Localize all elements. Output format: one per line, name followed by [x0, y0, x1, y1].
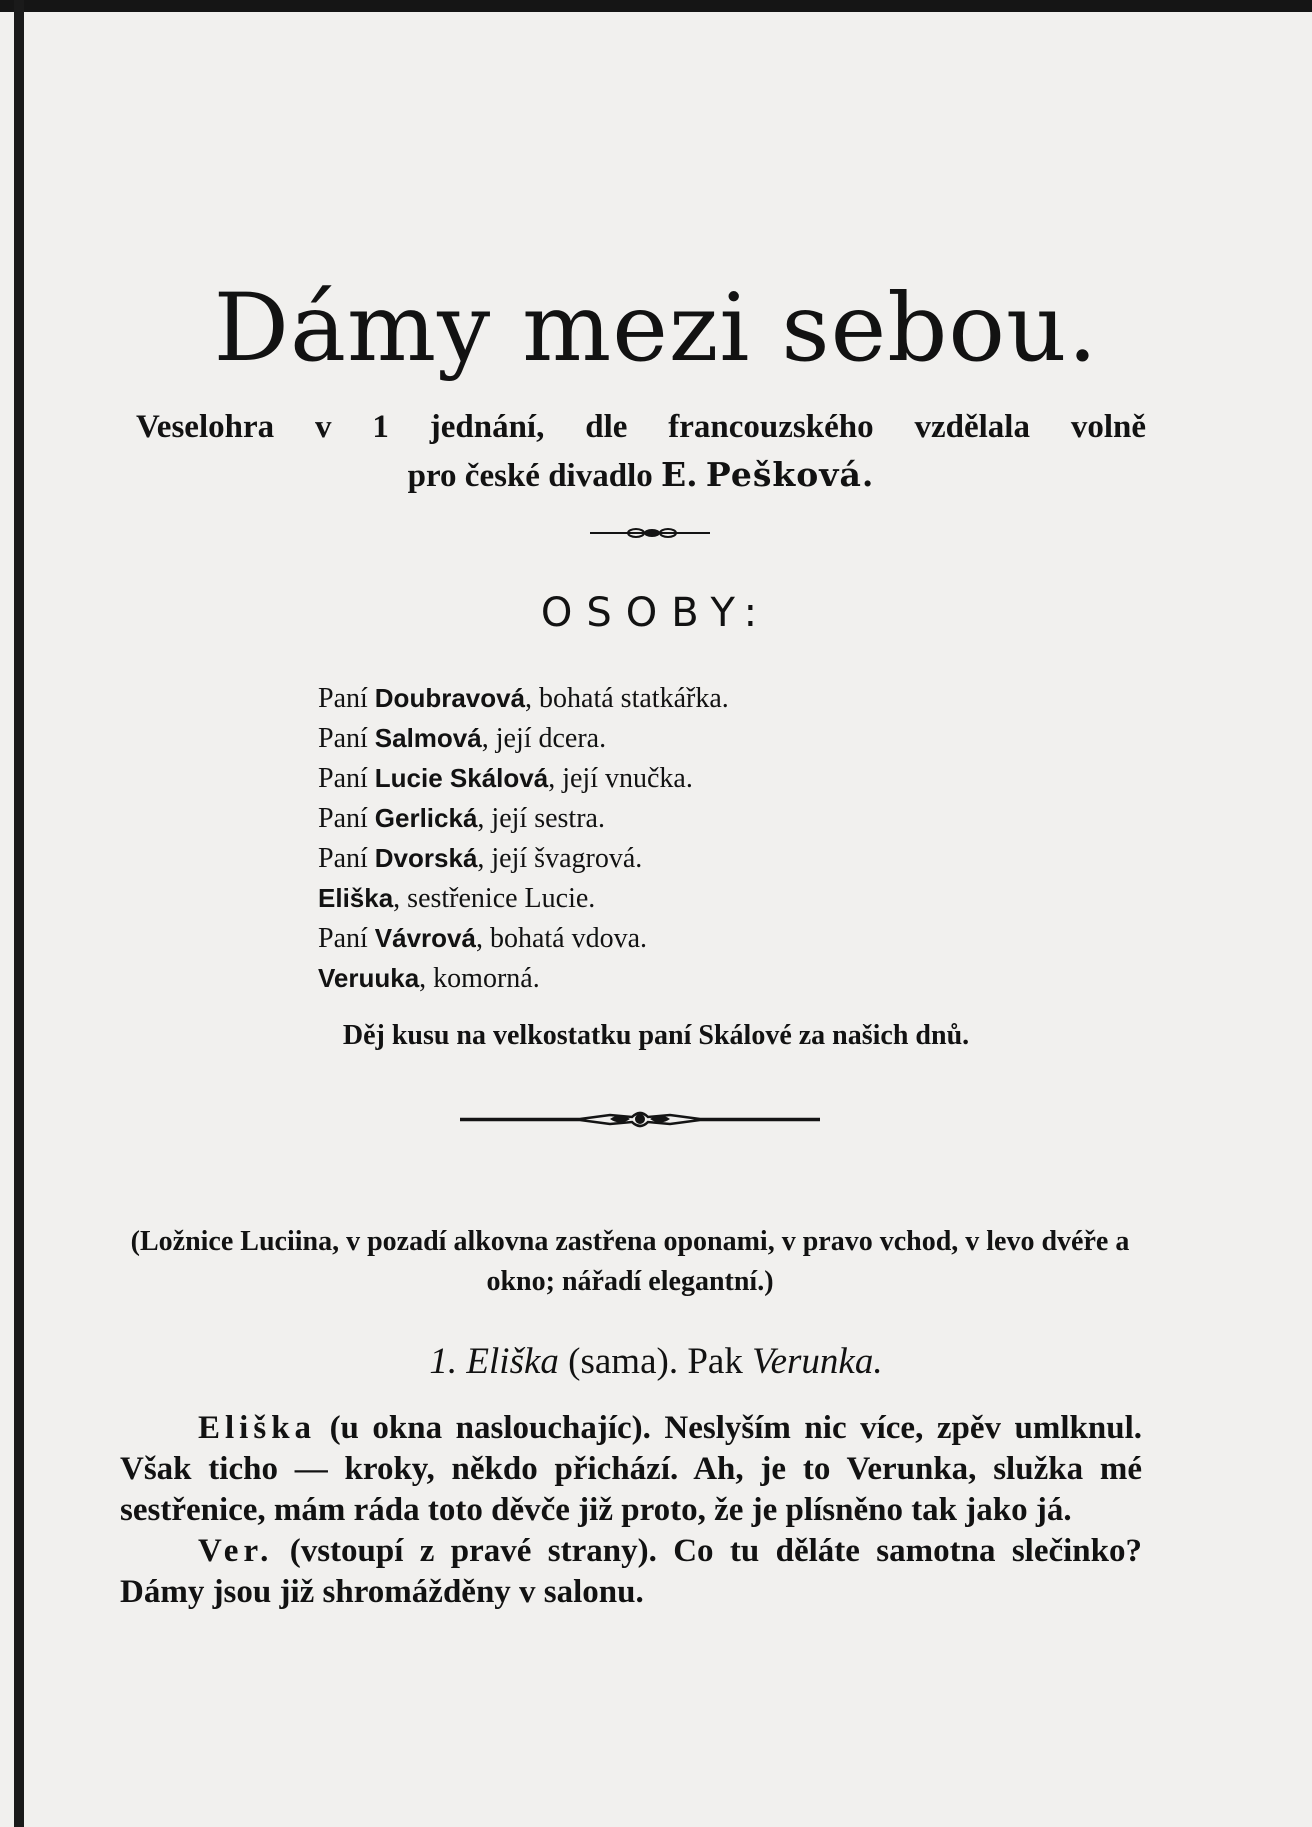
person-name: Dvorská [374, 843, 478, 873]
list-item: Paní Dvorská, její švagrová. [318, 843, 643, 874]
ornament-divider [460, 1106, 820, 1132]
scene-second-character: Verunka. [752, 1341, 883, 1382]
author-initial: E. [661, 455, 698, 494]
author-name: Pešková. [705, 455, 875, 494]
list-item: Paní Vávrová, bohatá vdova. [318, 923, 648, 954]
subtitle-line-2 [136, 451, 1146, 500]
dialogue-line [120, 1408, 1142, 1531]
speech: (u okna naslouchajíc). Neslyším nic více, zpěv umlknul. Však ticho — kroky, někdo přichází. Ah, je to Verunka, služka mé sestřenice, mám ráda toto děvče již proto, že je plísněno tak jako já. [120, 1410, 1142, 1528]
persons-list [318, 678, 729, 998]
scene-middle: (sama). Pak [568, 1341, 743, 1382]
person-name: Veruuka [318, 963, 420, 993]
person-name: Doubravová [374, 683, 526, 713]
ornament-small [590, 526, 710, 540]
persons-heading: OSOBY: [540, 590, 772, 636]
subtitle-prefix: pro české divadlo [407, 458, 653, 494]
play-title: Dámy mezi sebou. [213, 274, 1099, 383]
play-subtitle [136, 403, 1146, 500]
list-item: Paní Gerlická, její sestra. [318, 803, 605, 834]
speaker: Ver. [198, 1533, 274, 1569]
speaker: Eliška [198, 1410, 317, 1446]
scene-character: Eliška [466, 1341, 559, 1382]
list-item: Paní Lucie Skálová, její vnučka. [318, 763, 693, 794]
person-name: Vávrová [374, 923, 476, 953]
person-name: Lucie Skálová [374, 763, 549, 793]
book-spine-shadow [14, 0, 24, 1827]
page-top-edge [0, 0, 1312, 12]
list-item: Eliška, sestřenice Lucie. [318, 883, 596, 914]
scene-number: 1. [429, 1341, 458, 1382]
subtitle-line-1: Veselohra v 1 jednání, dle francouzského vzdělala volně [136, 409, 1146, 445]
setting-note: Děj kusu na velkostatku paní Skálové za našich dnů. [342, 1020, 970, 1051]
person-name: Eliška [318, 883, 394, 913]
list-item: Paní Salmová, její dcera. [318, 723, 607, 754]
person-name: Salmová [374, 723, 482, 753]
dialogue [120, 1408, 1142, 1613]
scene-heading [0, 1340, 1312, 1383]
speech: (vstoupí z pravé strany). Co tu děláte samotna slečinko? Dámy jsou již shromážděny v salonu. [120, 1533, 1142, 1610]
dialogue-line [120, 1531, 1142, 1613]
list-item: Paní Doubravová, bohatá statkářka. [318, 683, 729, 714]
person-name: Gerlická [374, 803, 478, 833]
list-item: Veruuka, komorná. [318, 963, 540, 994]
stage-direction: (Ložnice Luciina, v pozadí alkovna zastřena oponami, v pravo vchod, v levo dvéře a okno; nářadí elegantní.) [130, 1226, 1130, 1297]
